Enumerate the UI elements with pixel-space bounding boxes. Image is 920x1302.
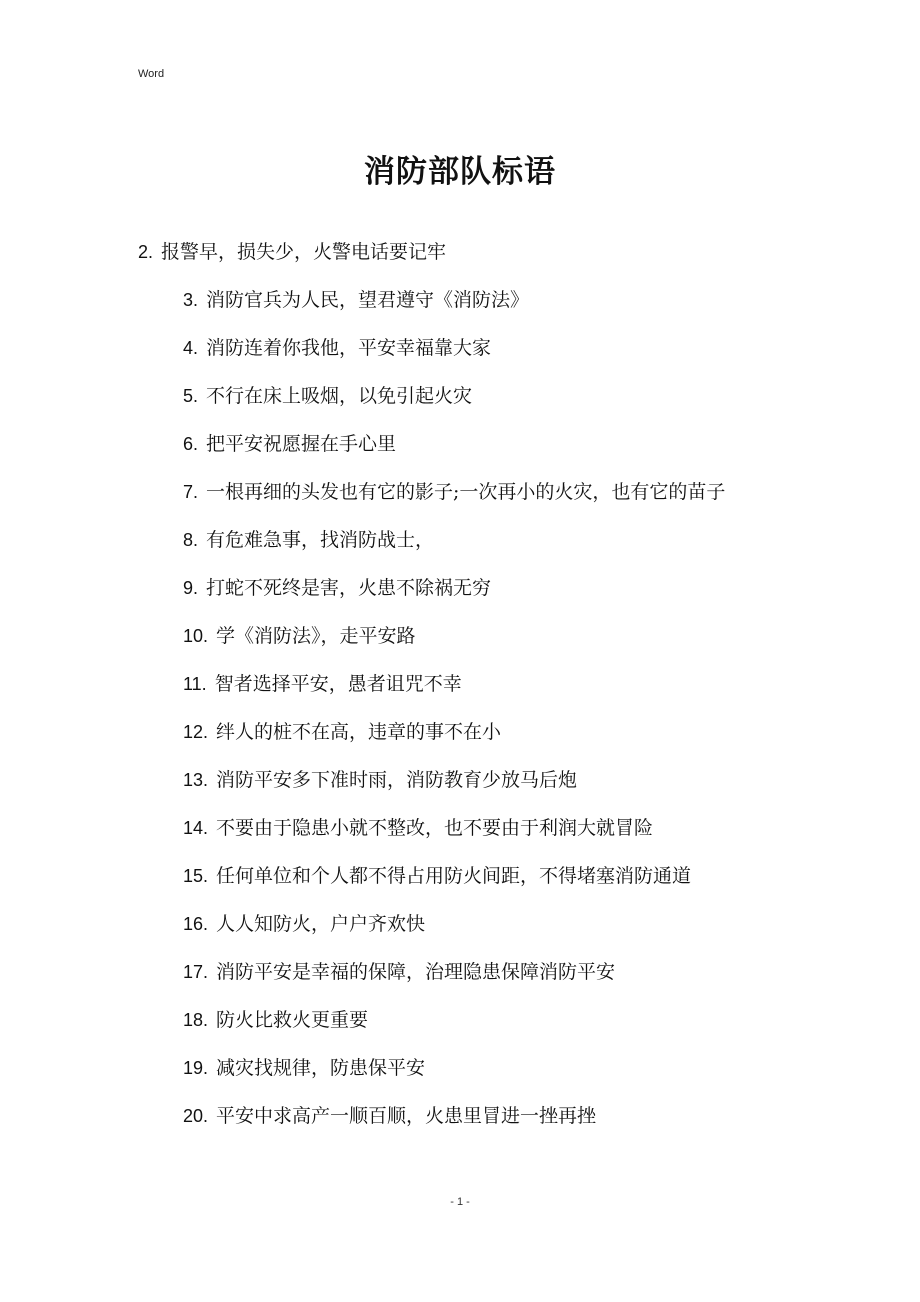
- item-text: 任何单位和个人都不得占用防火间距，不得堵塞消防通道: [216, 865, 692, 887]
- item-number: 2.: [138, 242, 154, 262]
- item-text: 消防官兵为人民，望君遵守《消防法》: [206, 289, 530, 311]
- item-number: 9.: [183, 578, 199, 598]
- item-number: 16.: [183, 914, 209, 934]
- list-item: [138, 900, 788, 948]
- list-item: [138, 276, 788, 324]
- item-number: 6.: [183, 434, 199, 454]
- item-text: 有危难急事，找消防战士，: [206, 529, 435, 551]
- item-text: 绊人的桩不在高，违章的事不在小: [216, 721, 502, 743]
- item-number: 4.: [183, 338, 199, 358]
- item-number: 13.: [183, 770, 209, 790]
- document-title: 消防部队标语: [364, 154, 556, 190]
- item-text: 一根再细的头发也有它的影子;一次再小的火灾，也有它的苗子: [206, 481, 726, 503]
- item-text: 减灾找规律，防患保平安: [216, 1057, 426, 1079]
- item-number: 7.: [183, 482, 199, 502]
- item-text: 不要由于隐患小就不整改，也不要由于利润大就冒险: [216, 817, 654, 839]
- list-item: [138, 516, 788, 564]
- item-number: 20.: [183, 1106, 209, 1126]
- item-text: 平安中求高产一顺百顺，火患里冒进一挫再挫: [216, 1105, 597, 1127]
- item-number: 19.: [183, 1058, 209, 1078]
- item-number: 5.: [183, 386, 199, 406]
- list-item: [138, 996, 788, 1044]
- slogan-list: [138, 228, 788, 1140]
- list-item: [138, 660, 788, 708]
- page-number: - 1 -: [450, 1196, 470, 1208]
- list-item: [138, 468, 788, 516]
- item-number: 10.: [183, 626, 209, 646]
- item-number: 12.: [183, 722, 209, 742]
- item-text: 防火比救火更重要: [216, 1009, 369, 1031]
- item-number: 15.: [183, 866, 209, 886]
- item-text: 把平安祝愿握在手心里: [206, 433, 397, 455]
- document-header-label: Word: [138, 68, 165, 80]
- item-number: 8.: [183, 530, 199, 550]
- list-item: [138, 372, 788, 420]
- list-item: [138, 948, 788, 996]
- list-item: [138, 564, 788, 612]
- item-text: 报警早，损失少，火警电话要记牢: [161, 241, 447, 263]
- item-text: 智者选择平安，愚者诅咒不幸: [214, 673, 462, 695]
- list-item: [138, 1092, 788, 1140]
- list-item: [138, 756, 788, 804]
- item-text: 人人知防火，户户齐欢快: [216, 913, 426, 935]
- item-text: 消防连着你我他，平安幸福靠大家: [206, 337, 492, 359]
- item-number: 3.: [183, 290, 199, 310]
- list-item: [138, 804, 788, 852]
- item-text: 学《消防法》，走平安路: [216, 625, 416, 647]
- item-number: 11.: [183, 674, 207, 694]
- list-item: [138, 228, 788, 276]
- list-item: [138, 612, 788, 660]
- item-text: 消防平安是幸福的保障，治理隐患保障消防平安: [216, 961, 616, 983]
- item-number: 18.: [183, 1010, 209, 1030]
- list-item: [138, 852, 788, 900]
- list-item: [138, 708, 788, 756]
- item-text: 消防平安多下准时雨，消防教育少放马后炮: [216, 769, 578, 791]
- list-item: [138, 420, 788, 468]
- item-number: 14.: [183, 818, 209, 838]
- list-item: [138, 324, 788, 372]
- item-text: 打蛇不死终是害，火患不除祸无穷: [206, 577, 492, 599]
- item-text: 不行在床上吸烟，以免引起火灾: [206, 385, 473, 407]
- item-number: 17.: [183, 962, 209, 982]
- list-item: [138, 1044, 788, 1092]
